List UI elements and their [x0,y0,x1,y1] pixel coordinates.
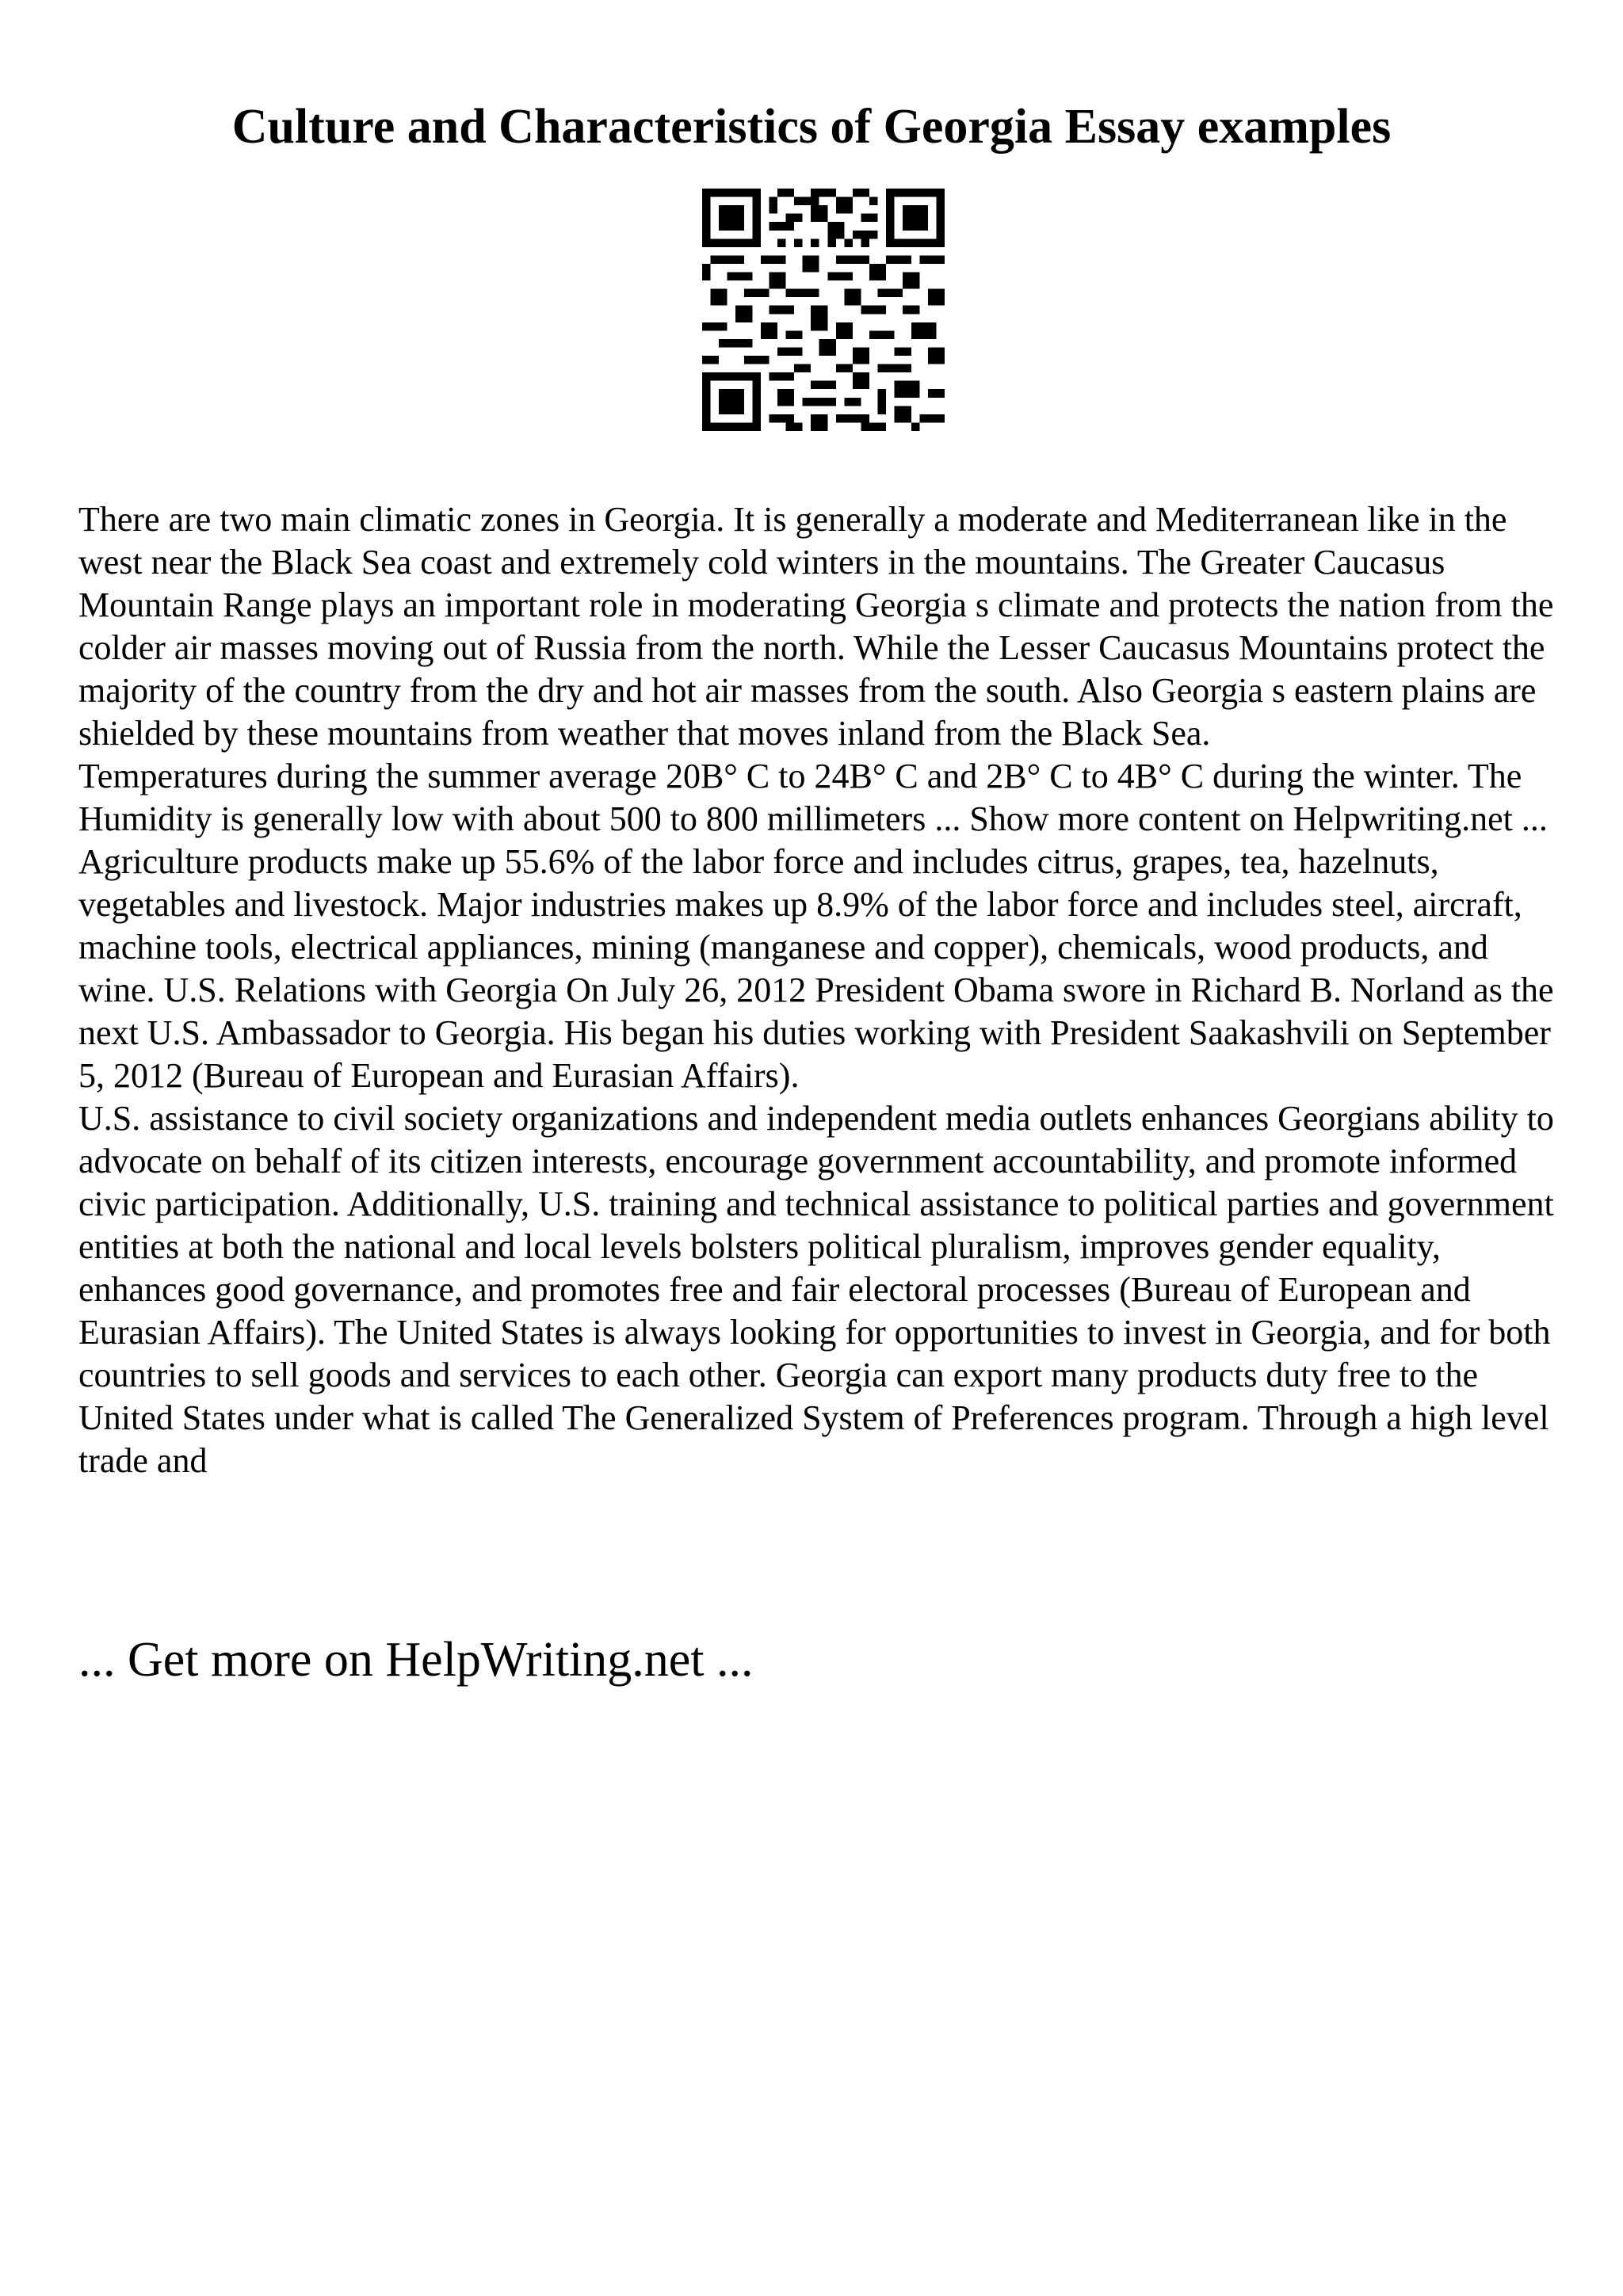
essay-body [78,498,1568,1482]
paragraph-us-assistance: U.S. assistance to civil society organizations and independent media outlets enhances Georgians ability to advocate on behalf of its citizen interests, encourage government accountability, and promote informed civic participation. Additionally, U.S. training and technical assistance to political parties and government entities at both the national and local levels bolsters political pluralism, improves gender equality, enhances good governance, and promotes free and fair electoral processes (Bureau of European and Eurasian Affairs). The United States is always looking for opportunities to invest in Georgia, and for both countries to sell goods and services to each other. Georgia can export many products duty free to the United States under what is called The Generalized System of Preferences program. Through a high level trade and [78,1099,1554,1480]
qr-code-icon [702,189,945,431]
paragraph-temperatures: Temperatures during the summer average 20B° C to 24B° C and 2B° C to 4B° C during the winter. The Humidity is generally low with about 500 to 800 millimeters ... Show more content on Helpwriting.net ... [78,757,1548,838]
get-more-link[interactable]: ... Get more on HelpWriting.net ... [78,1633,754,1687]
paragraph-climate: There are two main climatic zones in Georgia. It is generally a moderate and Mediterranean like in the west near the Black Sea coast and extremely cold winters in the mountains. The Greater Caucasus Mountain Range plays an important role in moderating Georgia s climate and protects the nation from the colder air masses moving out of Russia from the north. While the Lesser Caucasus Mountains protect the majority of the country from the dry and hot air masses from the south. Also Georgia s eastern plains are shielded by these mountains from weather that moves inland from the Black Sea. [78,500,1554,753]
page-title: Culture and Characteristics of Georgia Essay examples [231,100,1392,154]
paragraph-agriculture: Agriculture products make up 55.6% of the labor force and includes citrus, grapes, tea, hazelnuts, vegetables and livestock. Major industries makes up 8.9% of the labor force and includes steel, aircraft, machine tools, electrical appliances, mining (manganese and copper), chemicals, wood products, and wine. U.S. Relations with Georgia On July 26, 2012 President Obama swore in Richard B. Norland as the next U.S. Ambassador to Georgia. His began his duties working with President Saakashvili on September 5, 2012 (Bureau of European and Eurasian Affairs). [78,842,1554,1095]
